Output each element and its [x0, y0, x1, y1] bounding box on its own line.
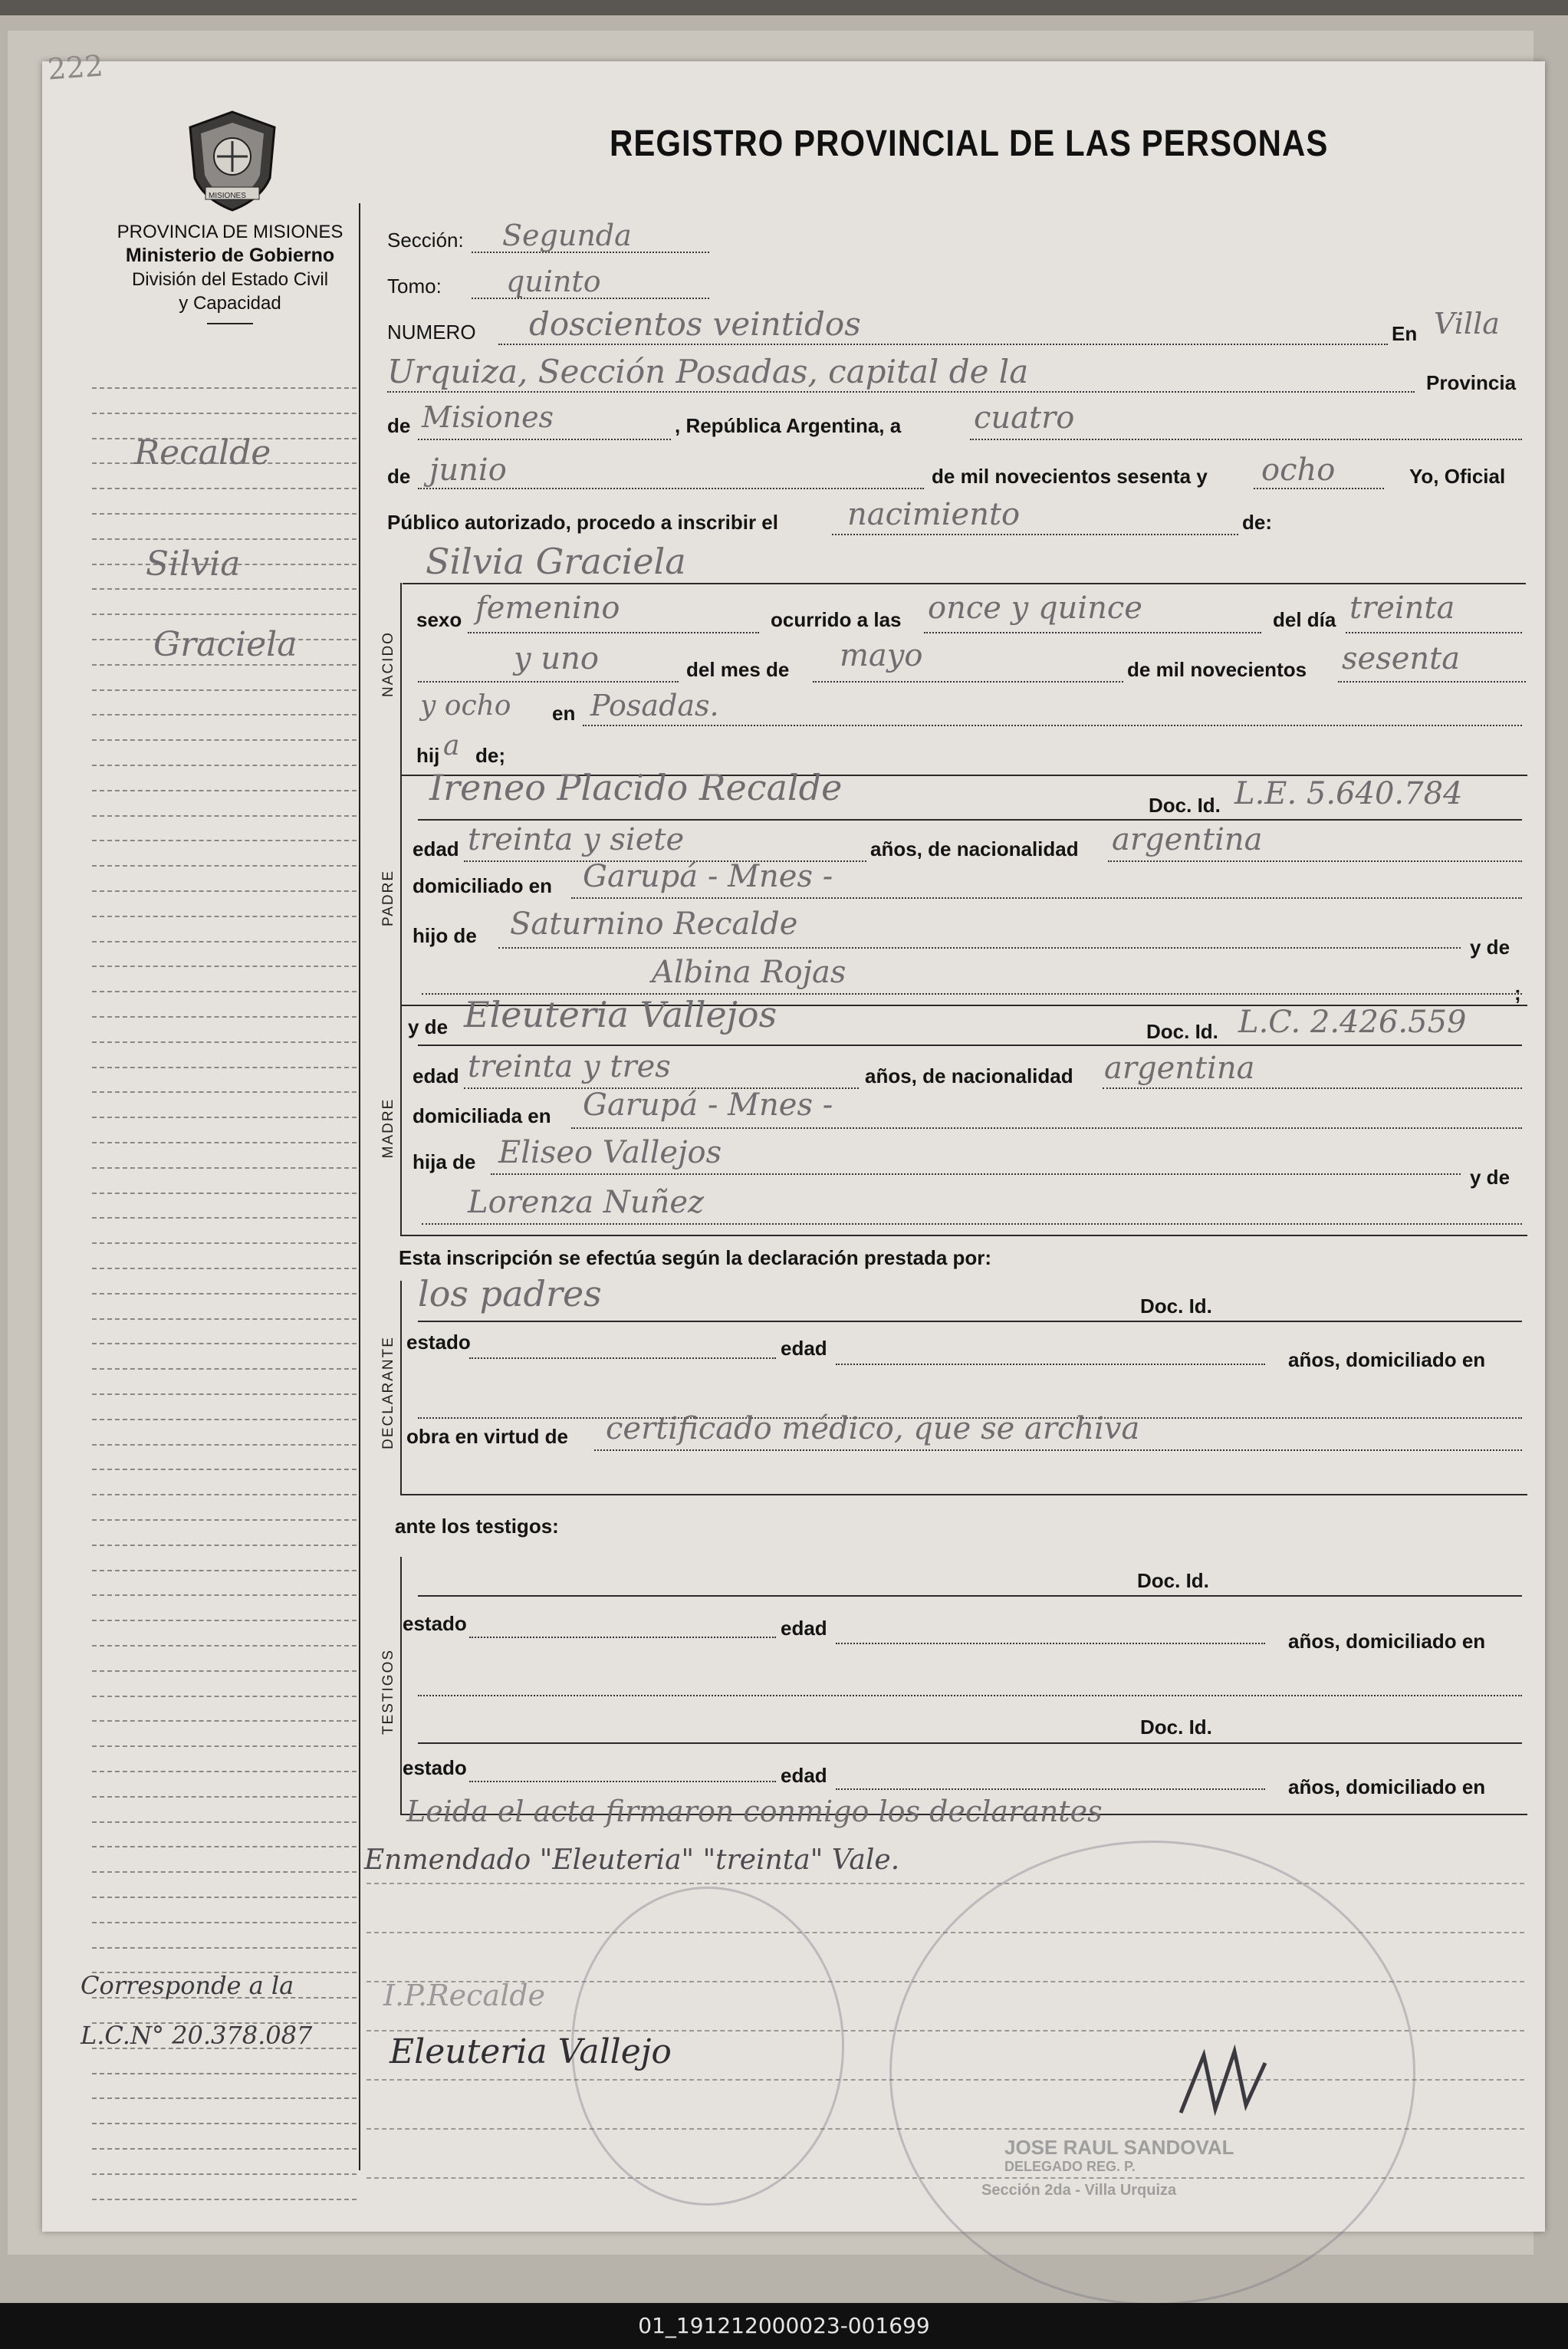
- margin-rule: [92, 1419, 357, 1420]
- entry-seccion: Segunda: [502, 219, 632, 252]
- margin-rule: [92, 488, 357, 489]
- padre-hijo-line: [498, 947, 1461, 949]
- margin-surname: Recalde: [134, 433, 271, 472]
- declarante-bottom: [400, 1494, 1527, 1495]
- label-publico: Público autorizado, procedo a inscribir el: [387, 511, 778, 534]
- padre-bracket: [400, 775, 402, 1005]
- margin-rule: [92, 2073, 357, 2074]
- page-number: 222: [46, 48, 104, 87]
- entry-padre-hijo-de: Saturnino Recalde: [510, 906, 798, 942]
- nombre-line: [403, 583, 1526, 584]
- margin-rule: [92, 840, 357, 841]
- label-testigo1-doc: Doc. Id.: [1137, 1569, 1209, 1592]
- signature-official: [1173, 2040, 1273, 2124]
- margin-rule: [92, 916, 357, 917]
- entry-padre-y-de: Albina Rojas: [652, 955, 846, 990]
- testigo1-estado-line: [469, 1637, 776, 1638]
- margin-rule: [92, 2199, 357, 2200]
- label-madre-y-de-2: y de: [1470, 1166, 1510, 1189]
- declarante-edad-line: [836, 1364, 1265, 1365]
- hora-line: [924, 632, 1261, 633]
- margin-rule: [92, 1696, 357, 1697]
- entry-madre-dom: Garupá - Mnes -: [583, 1087, 833, 1123]
- entry-nombre: Silvia Graciela: [426, 541, 686, 582]
- testigos-bracket: [400, 1557, 402, 1814]
- declarante-estado-line: [469, 1357, 776, 1359]
- stamp-official-cargo: DELEGADO REG. P.: [1004, 2159, 1136, 2174]
- margin-rule: [92, 765, 357, 766]
- testigo1-edad-line: [836, 1643, 1265, 1644]
- entry-cierre-2: Enmendado "Eleuteria" "treinta" Vale.: [364, 1844, 900, 1876]
- margin-rule: [92, 890, 357, 892]
- label-declarante-doc: Doc. Id.: [1140, 1295, 1212, 1318]
- margin-rule: [92, 1796, 357, 1798]
- margin-rule: [92, 588, 357, 590]
- signature-father: I.P.Recalde: [383, 1979, 546, 2012]
- label-republica: , República Argentina, a: [675, 414, 902, 437]
- nacido-bracket: [400, 583, 402, 775]
- registry-stamp: [889, 1841, 1415, 2305]
- label-testigo2-anos: años, domiciliado en: [1288, 1775, 1486, 1798]
- margin-rule: [92, 1670, 357, 1672]
- signature-mother: Eleuteria Vallejo: [390, 2032, 672, 2071]
- anio-nac-line: [1338, 681, 1526, 683]
- label-mil-novecientos: de mil novecientos: [1127, 658, 1307, 681]
- label-en: En: [1392, 322, 1418, 345]
- sexo-line: [468, 632, 759, 633]
- label-del-mes: del mes de: [686, 658, 790, 681]
- stamp-official-name: JOSE RAUL SANDOVAL: [1004, 2136, 1234, 2159]
- mes-line: [418, 488, 924, 489]
- label-ocurrido: ocurrido a las: [771, 608, 902, 631]
- margin-rule: [92, 1016, 357, 1018]
- entry-provincia: Misiones: [422, 400, 554, 434]
- margin-rule: [92, 1091, 357, 1093]
- entry-padre-nombre: Ireneo Placido Recalde: [429, 767, 843, 808]
- margin-rule: [92, 513, 357, 515]
- margin-rule: [92, 1645, 357, 1647]
- margin-rule: [92, 2148, 357, 2150]
- label-del-dia: del día: [1273, 608, 1336, 631]
- entry-dia: treinta: [1349, 591, 1455, 626]
- crest-label: MISIONES: [209, 192, 246, 200]
- lugar-line: [387, 391, 1415, 393]
- margin-rule: [92, 1594, 357, 1596]
- entry-tomo: quinto: [506, 265, 601, 298]
- entry-hij-suffix: a: [443, 730, 460, 762]
- label-hija-de: hija de: [413, 1150, 476, 1173]
- side-label-nacido: NACIDO: [380, 631, 396, 697]
- divider: [207, 323, 253, 324]
- label-seccion: Sección:: [387, 229, 464, 252]
- label-padre-y-de: y de: [1470, 936, 1510, 959]
- label-declarante-edad: edad: [781, 1337, 827, 1360]
- side-label-testigos: TESTIGOS: [380, 1648, 396, 1735]
- side-label-padre: PADRE: [380, 869, 396, 927]
- margin-rule: [92, 1897, 357, 1898]
- margin-rule: [92, 1745, 357, 1747]
- margin-rule: [92, 714, 357, 716]
- margin-rule: [92, 689, 357, 691]
- label-padre-dom: domiciliado en: [413, 874, 553, 897]
- margin-rule: [92, 790, 357, 791]
- label-madre-edad: edad: [413, 1064, 459, 1087]
- entry-anio: ocho: [1261, 452, 1336, 488]
- margin-correspond-2: L.C.N° 20.378.087: [81, 2021, 313, 2050]
- margin-rule: [92, 1620, 357, 1621]
- label-testigo2-estado: estado: [403, 1756, 467, 1779]
- margin-correspond-1: Corresponde a la: [81, 1971, 294, 2000]
- margin-rule: [92, 1846, 357, 1847]
- label-provincia: Provincia: [1426, 371, 1517, 394]
- label-padre-nac: años, de nacionalidad: [870, 837, 1079, 860]
- margin-rule: [92, 739, 357, 741]
- label-declarante-estado: estado: [406, 1331, 471, 1354]
- label-madre-doc: Doc. Id.: [1146, 1020, 1218, 1043]
- acto-line: [832, 534, 1238, 535]
- madre-nombre-line: [418, 1045, 1522, 1046]
- margin-rule: [92, 387, 357, 389]
- provincia-line: [418, 439, 671, 440]
- margin-rule: [92, 664, 357, 666]
- margin-rule: [92, 1368, 357, 1370]
- entry-anio-nac-2: y ocho: [420, 690, 511, 722]
- ministry-name: Ministerio de Gobierno: [125, 245, 335, 266]
- mes-nac-line: [813, 681, 1123, 683]
- declarante-bracket: [400, 1281, 402, 1495]
- label-padre-edad: edad: [413, 837, 459, 860]
- label-esta-inscripcion: Esta inscripción se efectúa según la declaración prestada por:: [399, 1246, 992, 1269]
- division-line-1: División del Estado Civil: [131, 269, 329, 290]
- entry-anio-nac: sesenta: [1342, 641, 1461, 676]
- label-obra-virtud: obra en virtud de: [406, 1425, 568, 1448]
- entry-madre-nombre: Eleuteria Vallejos: [464, 994, 777, 1035]
- entry-padre-edad: treinta y siete: [468, 822, 685, 857]
- margin-rule: [92, 538, 357, 540]
- label-sexo: sexo: [416, 608, 462, 631]
- margin-rule: [92, 1519, 357, 1521]
- label-testigo1-estado: estado: [403, 1612, 467, 1635]
- margin-rule: [92, 1871, 357, 1873]
- label-madre-y-de: y de: [408, 1015, 449, 1038]
- margin-rule: [92, 1343, 357, 1344]
- dia2-line: [418, 681, 679, 683]
- side-label-madre: MADRE: [380, 1097, 396, 1159]
- entry-en-lugar: Villa: [1434, 307, 1500, 341]
- entry-mes: junio: [429, 452, 507, 488]
- label-testigo2-edad: edad: [781, 1764, 827, 1787]
- margin-name-2: Graciela: [153, 625, 297, 664]
- entry-numero: doscientos veintidos: [529, 305, 861, 343]
- dia-line: [970, 439, 1522, 440]
- label-de-semicolon: de;: [475, 744, 505, 767]
- label-testigo2-doc: Doc. Id.: [1140, 1716, 1212, 1739]
- margin-rule: [92, 1469, 357, 1470]
- margin-rule: [92, 991, 357, 992]
- label-declarante-anos: años, domiciliado en: [1288, 1348, 1486, 1371]
- side-label-declarante: DECLARANTE: [380, 1336, 396, 1449]
- padre-nombre-line: [418, 819, 1522, 821]
- entry-madre-y-de: Lorenza Nuñez: [468, 1185, 705, 1220]
- entry-padre-nac: argentina: [1112, 822, 1263, 857]
- margin-rule: [92, 941, 357, 943]
- entry-obra: certificado médico, que se archiva: [606, 1411, 1140, 1446]
- entry-dia-letra: cuatro: [974, 400, 1075, 436]
- madre-nac-line: [1103, 1087, 1522, 1089]
- madre-yde-line: [422, 1223, 1522, 1225]
- label-madre-dom: domiciliada en: [413, 1104, 551, 1127]
- margin-rule: [92, 614, 357, 615]
- entry-cierre-1: Leida el acta firmaron conmigo los declarantes: [406, 1795, 1103, 1828]
- entry-madre-edad: treinta y tres: [468, 1049, 671, 1084]
- lugar-nac-line: [583, 725, 1522, 726]
- madre-dom-line: [571, 1127, 1522, 1129]
- margin-rule: [92, 1193, 357, 1194]
- margin-rule: [92, 1922, 357, 1923]
- stamp-seccion: Sección 2da - Villa Urquiza: [981, 2182, 1177, 2199]
- margin-rule: [92, 1142, 357, 1143]
- margin-rule: [92, 1117, 357, 1118]
- margin-rule: [92, 1242, 357, 1244]
- entry-madre-hija-de: Eliseo Vallejos: [498, 1135, 722, 1170]
- margin-rule: [92, 1821, 357, 1823]
- margin-name-1: Silvia: [146, 544, 241, 584]
- obra-line: [594, 1449, 1522, 1451]
- label-de-prov: de: [387, 414, 411, 437]
- madre-bottom: [400, 1235, 1527, 1236]
- entry-hora: once y quince: [928, 591, 1142, 626]
- padre-nac-line: [1108, 860, 1522, 862]
- entry-madre-nac: argentina: [1104, 1051, 1255, 1086]
- entry-dia-2: y uno: [514, 641, 599, 676]
- margin-rule: [92, 2173, 357, 2175]
- margin-rule: [92, 1444, 357, 1446]
- division-line-2: y Capacidad: [179, 293, 281, 314]
- margin-rule: [92, 1570, 357, 1571]
- margin-rule: [92, 1720, 357, 1722]
- margin-rule: [92, 1041, 357, 1043]
- margin-rule: [92, 865, 357, 867]
- label-padre-doc: Doc. Id.: [1149, 794, 1221, 817]
- testigo2-edad-line: [836, 1788, 1265, 1790]
- margin-divider: [359, 203, 360, 2170]
- margin-rule: [92, 1545, 357, 1546]
- label-yo-oficial: Yo, Oficial: [1409, 465, 1506, 488]
- padre-dom-line: [571, 897, 1522, 899]
- issuing-office: [84, 220, 376, 324]
- label-testigo1-anos: años, domiciliado en: [1288, 1630, 1486, 1653]
- province-name: PROVINCIA DE MISIONES: [117, 222, 344, 242]
- margin-rule: [92, 1318, 357, 1320]
- label-semicolon: ;: [1514, 982, 1521, 1005]
- entry-lugar-nac: Posadas.: [590, 689, 719, 722]
- entry-madre-doc: L.C. 2.426.559: [1238, 1005, 1467, 1040]
- image-id-footer: 01_191212000023-001699: [0, 2303, 1568, 2349]
- entry-sexo: femenino: [475, 591, 620, 626]
- label-ante-testigos: ante los testigos:: [395, 1515, 559, 1538]
- label-mil-sesenta: de mil novecientos sesenta y: [932, 465, 1208, 488]
- entry-padre-doc: L.E. 5.640.784: [1234, 776, 1463, 811]
- label-tomo: Tomo:: [387, 275, 442, 298]
- entry-declarante: los padres: [418, 1273, 602, 1314]
- margin-rule: [92, 1947, 357, 1949]
- testigo1-line: [418, 1595, 1522, 1597]
- margin-rule: [92, 1494, 357, 1495]
- margin-rule: [92, 2123, 357, 2124]
- margin-rule: [92, 966, 357, 967]
- madre-hija-line: [491, 1173, 1461, 1175]
- entry-lugar-2: Urquiza, Sección Posadas, capital de la: [387, 353, 1029, 390]
- numero-line: [498, 344, 1388, 345]
- margin-rule: [92, 1393, 357, 1395]
- label-numero: NUMERO: [387, 321, 476, 344]
- testigo1-dom-line: [418, 1695, 1522, 1696]
- dia-nac-line: [1346, 632, 1522, 633]
- label-de-colon: de:: [1242, 511, 1272, 534]
- madre-bracket: [400, 1005, 402, 1235]
- declarante-line: [418, 1321, 1522, 1322]
- label-hij: hij: [416, 744, 440, 767]
- margin-rule: [92, 815, 357, 817]
- label-de-mes: de: [387, 465, 411, 488]
- label-hijo-de: hijo de: [413, 924, 477, 947]
- margin-rule: [92, 1067, 357, 1068]
- label-testigo1-edad: edad: [781, 1617, 827, 1640]
- margin-rule: [92, 413, 357, 414]
- entry-padre-dom: Garupá - Mnes -: [583, 859, 833, 894]
- margin-rule: [92, 1293, 357, 1295]
- margin-rule: [92, 1167, 357, 1169]
- testigo2-line: [418, 1742, 1522, 1744]
- closing-rule: [367, 1883, 1524, 1884]
- entry-acto: nacimiento: [847, 497, 1021, 532]
- anio-line: [1254, 488, 1384, 489]
- margin-rule: [92, 1217, 357, 1219]
- label-madre-nac: años, de nacionalidad: [865, 1064, 1073, 1087]
- page-title: REGISTRO PROVINCIAL DE LAS PERSONAS: [610, 122, 1329, 164]
- margin-rule: [92, 2097, 357, 2099]
- testigo2-estado-line: [469, 1781, 776, 1782]
- margin-rule: [92, 1771, 357, 1772]
- margin-rule: [92, 1268, 357, 1269]
- entry-mes-nac: mayo: [840, 638, 923, 673]
- label-en-lugar: en: [552, 702, 576, 725]
